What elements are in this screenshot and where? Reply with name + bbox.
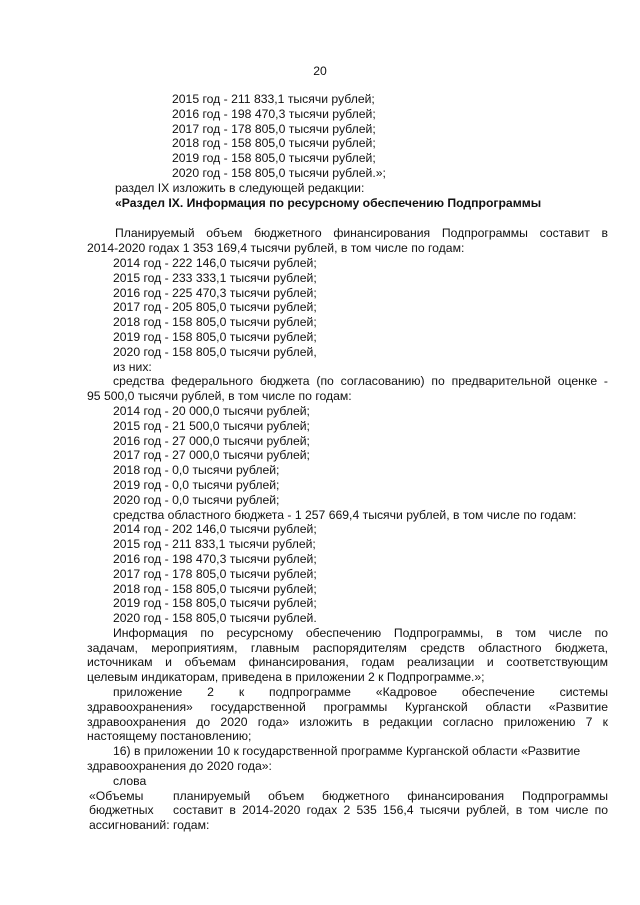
paragraph-line: задачам, мероприятиям, главным распорядителям средств областного бюджета, [87,640,608,655]
paragraph-total-a: Планируемый объем бюджетного финансирования Подпрограммы составит в [115,226,608,241]
year-line: 2016 год - 198 470,3 тысячи рублей; [172,106,376,121]
total-year-list [87,256,608,360]
table-left-cell-line: ассигнований: [89,818,170,833]
year-line: 2020 год - 158 805,0 тысячи рублей. [113,611,317,626]
federal-year-list [87,404,608,508]
table-left-column [87,789,173,833]
year-line: 2019 год - 158 805,0 тысячи рублей; [172,151,376,166]
passport-table [87,789,608,833]
table-right-cell-line: годам: [173,818,210,833]
year-line: 2020 год - 158 805,0 тысячи рублей, [113,344,317,359]
year-line: 2019 год - 158 805,0 тысячи рублей; [113,596,317,611]
table-right-column [173,789,608,833]
item-16-paragraph [87,744,608,774]
words-label: слова [113,773,147,788]
year-line: 2019 год - 158 805,0 тысячи рублей; [113,329,317,344]
year-line: 2017 год - 178 805,0 тысячи рублей; [172,121,376,136]
year-line: 2017 год - 27 000,0 тысячи рублей; [113,448,310,463]
paragraph-line: источникам и объемам финансирования, годам реализации и соответствующим [87,655,608,670]
of-which-label: из них: [113,359,152,374]
info-paragraph [87,626,608,685]
year-line: 2014 год - 222 146,0 тысячи рублей; [113,255,317,270]
paragraph-line: здравоохранения» государственной программы Курганской области «Развитие [87,699,608,714]
year-line: 2017 год - 178 805,0 тысячи рублей; [113,566,317,581]
year-line: 2016 год - 27 000,0 тысячи рублей; [113,433,310,448]
federal-paragraph-b: 95 500,0 тысячи рублей, в том числе по годам: [87,389,352,404]
section-title: «Раздел IX. Информация по ресурсному обеспечению Подпрограммы [115,195,542,210]
year-line: 2016 год - 225 470,3 тысячи рублей; [113,285,317,300]
paragraph-line: настоящему постановлению; [87,729,252,744]
top-year-list [87,92,608,181]
table-left-cell-line: бюджетных [89,803,154,818]
year-line: 2017 год - 205 805,0 тысячи рублей; [113,300,317,315]
regional-year-list [87,522,608,626]
year-line: 2018 год - 0,0 тысячи рублей; [113,463,280,478]
paragraph-line: здравоохранения до 2020 года» изложить в редакции согласно приложению 7 к [87,714,608,729]
year-line: 2018 год - 158 805,0 тысячи рублей; [172,136,376,151]
year-line: 2018 год - 158 805,0 тысячи рублей; [113,581,317,596]
paragraph-line: приложение 2 к подпрограмме «Кадровое обеспечение системы [113,685,608,700]
year-line: 2015 год - 21 500,0 тысячи рублей; [113,418,310,433]
year-line: 2020 год - 0,0 тысячи рублей; [113,492,280,507]
table-left-cell-line: «Объемы [89,788,144,803]
year-line: 2019 год - 0,0 тысячи рублей; [113,477,280,492]
section-intro: раздел IX изложить в следующей редакции: [115,180,365,195]
year-line: 2015 год - 211 833,1 тысячи рублей; [172,92,375,106]
spacer [87,210,608,226]
year-line: 2018 год - 158 805,0 тысячи рублей; [113,315,317,330]
paragraph-line: здравоохранения до 2020 года»: [87,759,272,774]
paragraph-line: целевым индикаторам, приведена в приложении 2 к Подпрограмме.»; [87,670,485,685]
table-right-cell-line: составит в 2014-2020 годах 2 535 156,4 тысячи рублей, в том числе по [173,803,608,818]
regional-paragraph: средства областного бюджета - 1 257 669,4 тысячи рублей, в том числе по годам: [113,507,577,522]
year-line: 2014 год - 20 000,0 тысячи рублей; [113,403,310,418]
paragraph-line: 16) в приложении 10 к государственной программе Курганской области «Развитие [113,744,581,759]
year-line: 2014 год - 202 146,0 тысячи рублей; [113,522,317,537]
page-number: 20 [313,64,327,78]
year-line: 2015 год - 211 833,1 тысячи рублей; [113,537,316,552]
appendix-paragraph [87,685,608,744]
document-body [87,92,608,833]
year-line: 2020 год - 158 805,0 тысячи рублей.»; [172,165,386,180]
year-line: 2015 год - 233 333,1 тысячи рублей; [113,270,317,285]
paragraph-total-b: 2014-2020 годах 1 353 169,4 тысячи рублей, в том числе по годам: [87,241,465,256]
federal-paragraph-a: средства федерального бюджета (по согласованию) по предварительной оценке - [113,374,608,389]
paragraph-line: Информация по ресурсному обеспечению Подпрограммы, в том числе по [113,625,608,640]
year-line: 2016 год - 198 470,3 тысячи рублей; [113,551,317,566]
table-right-cell-line: планируемый объем бюджетного финансирования Подпрограммы [173,788,608,803]
